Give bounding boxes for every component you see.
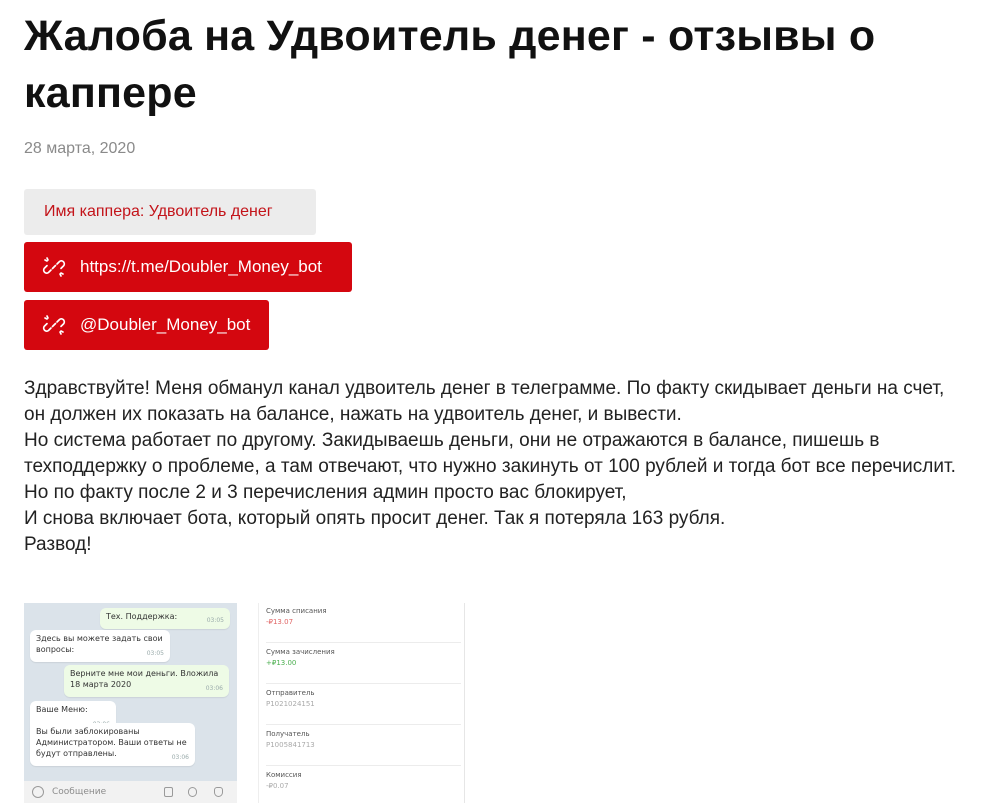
telegram-link-button[interactable] bbox=[24, 242, 352, 292]
article-title: Жалоба на Удвоитель денег - отзывы о каппере bbox=[24, 12, 876, 117]
detail-row bbox=[266, 685, 461, 725]
microphone-icon[interactable] bbox=[214, 787, 223, 797]
detail-label: Сумма списания bbox=[266, 607, 327, 615]
chat-message bbox=[30, 630, 170, 662]
capper-name-tag[interactable]: Имя каппера: Удвоитель денег bbox=[24, 189, 316, 235]
detail-label: Комиссия bbox=[266, 771, 302, 779]
chat-message bbox=[64, 665, 229, 697]
detail-row bbox=[266, 767, 461, 803]
detail-value: P1021024151 bbox=[266, 700, 315, 708]
chat-message-time: 03:05 bbox=[206, 617, 224, 624]
broken-link-icon bbox=[42, 255, 66, 279]
detail-label: Отправитель bbox=[266, 689, 315, 697]
chat-message-text: Здесь вы можете задать свои вопросы: bbox=[36, 634, 163, 654]
emoji-icon[interactable] bbox=[32, 786, 44, 798]
detail-value: -₽0.07 bbox=[266, 782, 289, 790]
body-paragraph: И снова включает бота, который опять просит денег. Так я потеряла 163 рубля. bbox=[24, 508, 726, 529]
detail-row bbox=[266, 726, 461, 766]
broken-link-icon bbox=[42, 313, 66, 337]
detail-row bbox=[266, 603, 461, 643]
chat-message bbox=[100, 608, 230, 629]
chat-message-text: Вы были заблокированы Администратором. Ваши ответы не будут отправлены. bbox=[36, 727, 187, 758]
attach-icon[interactable] bbox=[188, 787, 197, 797]
chat-message-text: Верните мне мои деньги. Вложила 18 марта 2020 bbox=[70, 669, 219, 689]
body-paragraph: Развод! bbox=[24, 534, 92, 555]
article-body bbox=[24, 376, 964, 558]
message-composer[interactable] bbox=[24, 781, 237, 803]
chat-screenshot[interactable] bbox=[24, 603, 237, 803]
detail-label: Получатель bbox=[266, 730, 310, 738]
body-paragraph: Здравствуйте! Меня обманул канал удвоитель денег в телеграмме. По факту скидывает деньги на счет, он должен их показать на балансе, нажать на удвоитель денег, и вывести. bbox=[24, 378, 945, 425]
detail-value: P1005841713 bbox=[266, 741, 315, 749]
telegram-handle-button[interactable] bbox=[24, 300, 269, 350]
detail-label: Сумма зачисления bbox=[266, 648, 335, 656]
chat-message-time: 03:05 bbox=[146, 650, 164, 657]
chat-message-text: Ваше Меню: bbox=[36, 705, 88, 714]
chat-message-text: Тех. Поддержка: bbox=[106, 612, 178, 621]
chat-message-time: 03:06 bbox=[171, 754, 189, 761]
detail-row bbox=[266, 644, 461, 684]
transfer-details-screenshot[interactable] bbox=[258, 603, 465, 803]
commands-icon[interactable] bbox=[164, 787, 173, 797]
chat-message bbox=[30, 723, 195, 766]
chat-message-time: 03:06 bbox=[205, 685, 223, 692]
body-paragraph: Но по факту после 2 и 3 перечисления админ просто вас блокирует, bbox=[24, 482, 627, 503]
detail-value: -₽13.07 bbox=[266, 618, 294, 626]
telegram-handle-label: @Doubler_Money_bot bbox=[80, 315, 251, 334]
publish-date: 28 марта, 2020 bbox=[24, 140, 136, 157]
composer-placeholder: Сообщение bbox=[52, 787, 107, 797]
telegram-link-label: https://t.me/Doubler_Money_bot bbox=[80, 257, 322, 276]
detail-value: +₽13.00 bbox=[266, 659, 297, 667]
body-paragraph: Но система работает по другому. Закидываешь деньги, они не отражаются в балансе, пишешь в техподдержку о проблеме, а там отвечают, что нужно закинуть от 100 рублей и тогда бот все перечислит. bbox=[24, 430, 956, 477]
